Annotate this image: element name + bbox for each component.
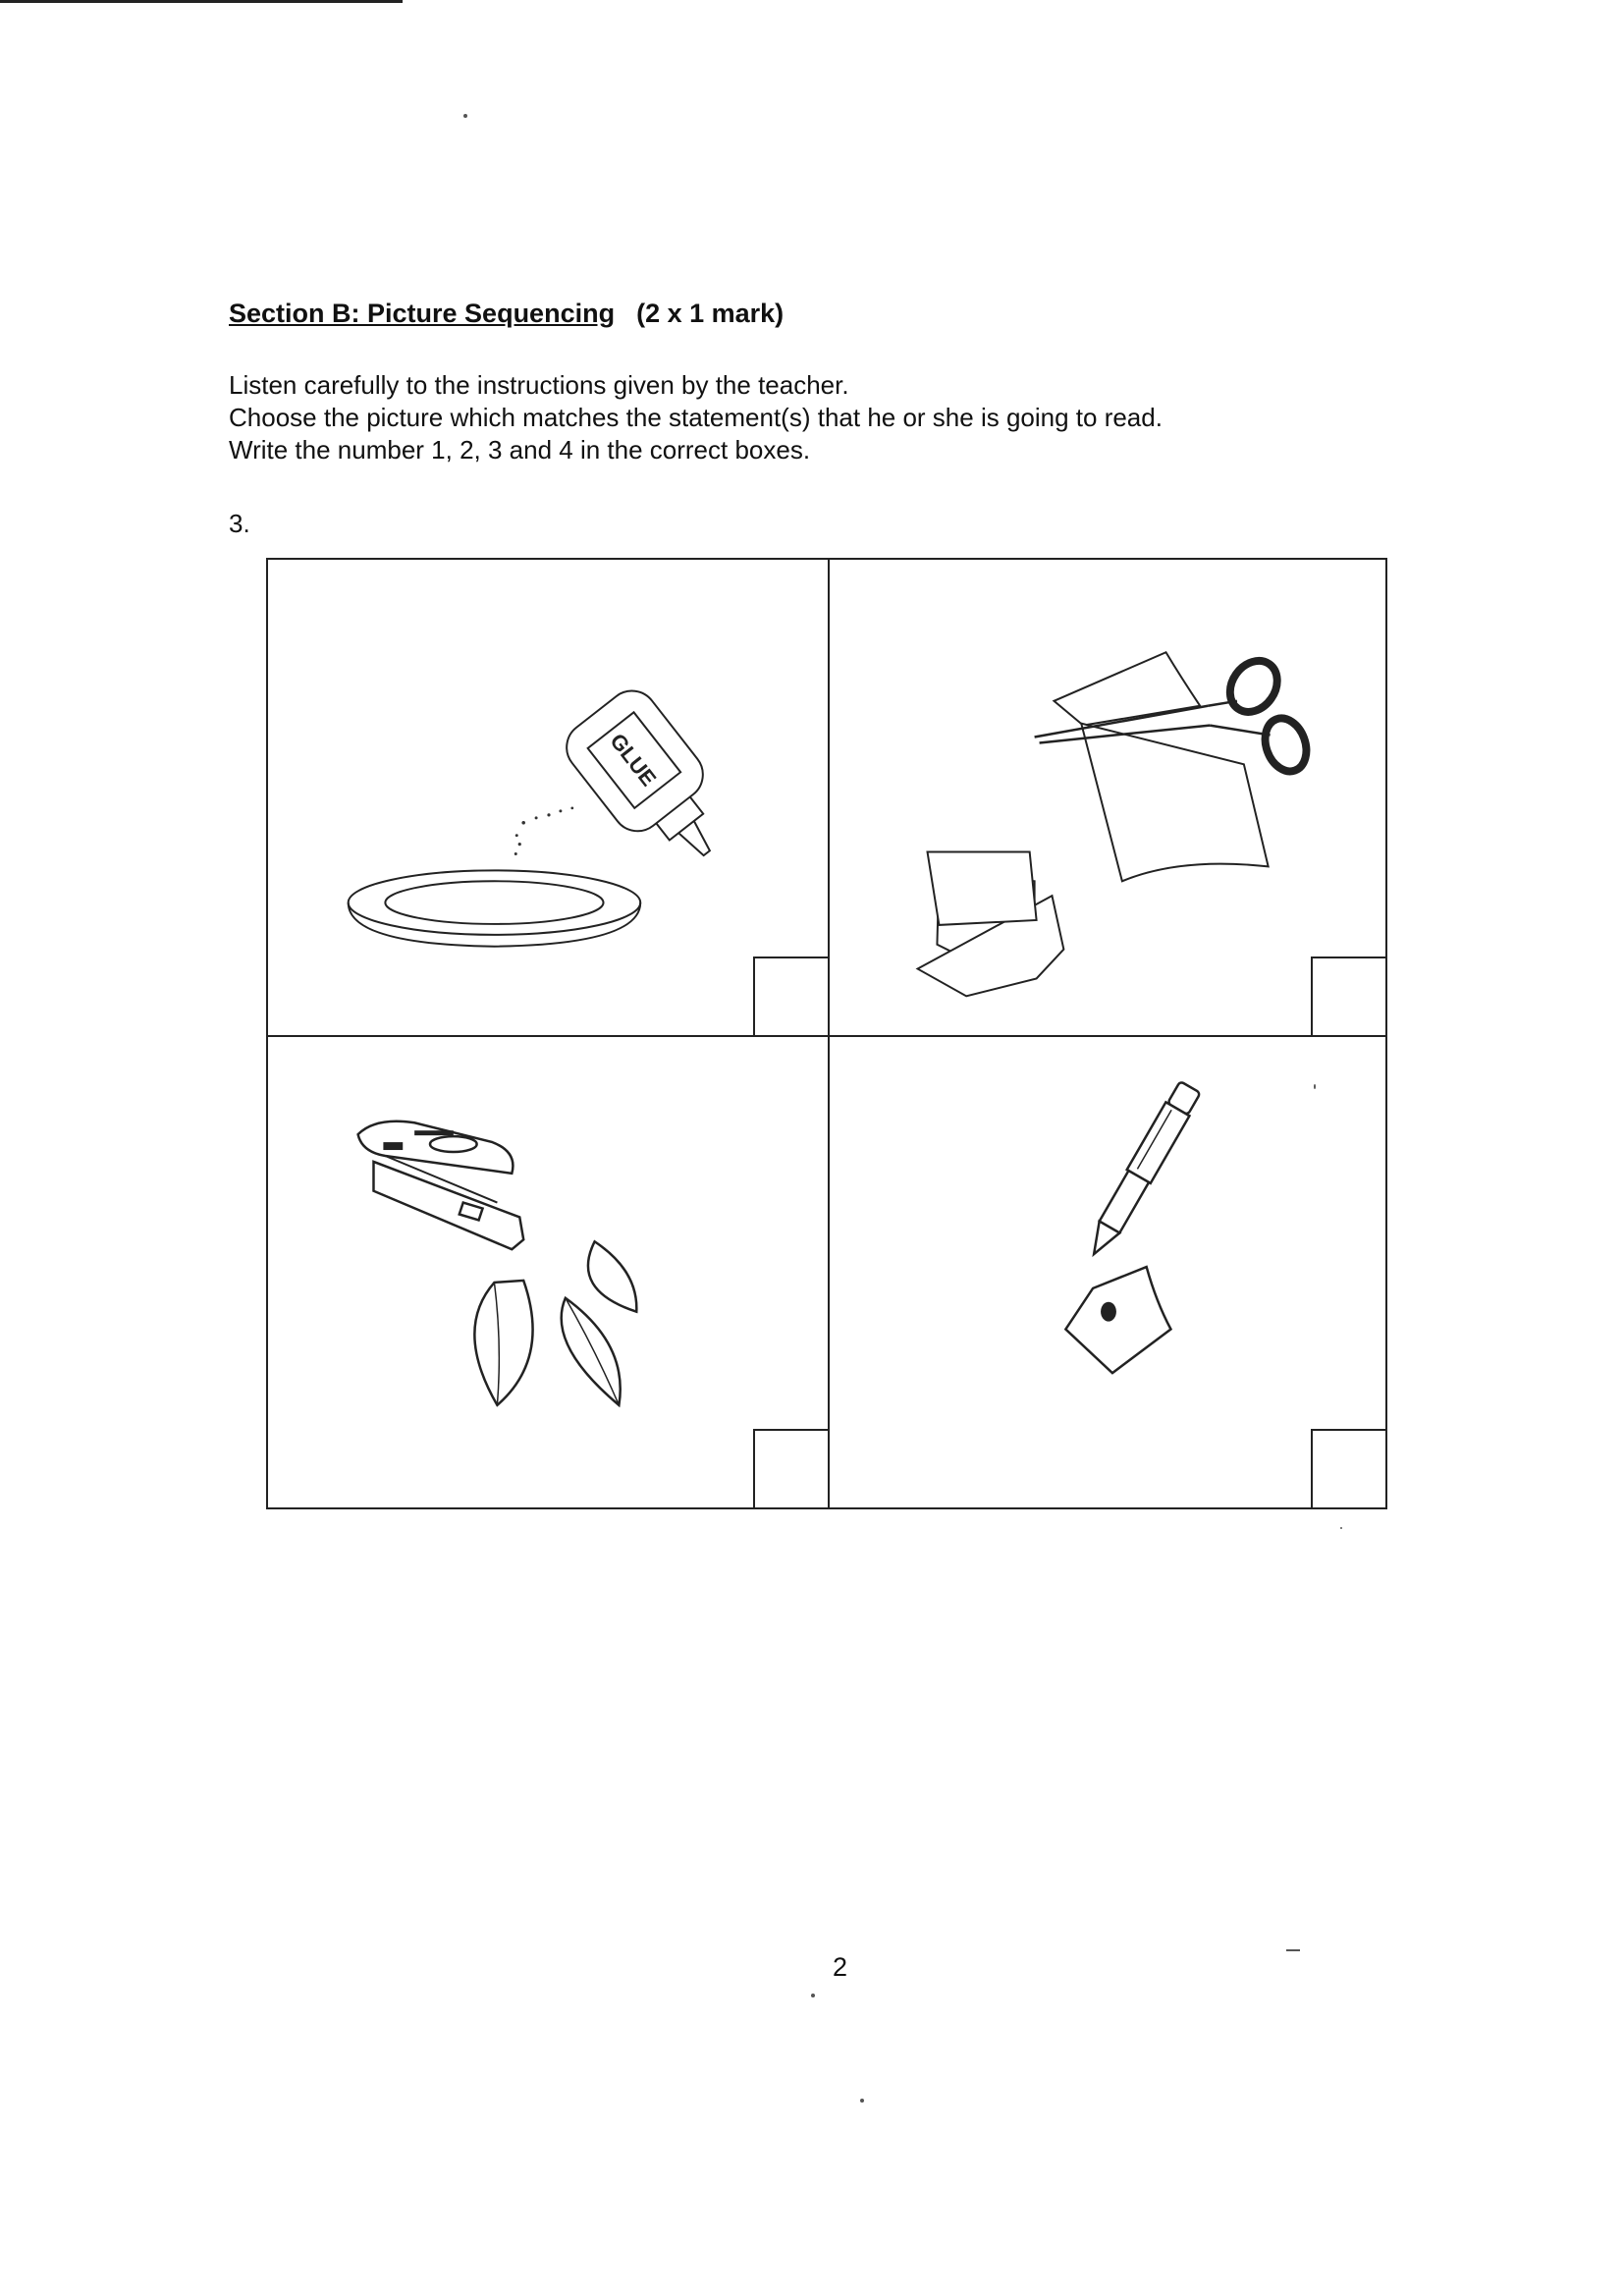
page-number: 2: [833, 1952, 848, 1982]
scan-speck: [463, 114, 467, 118]
section-title: Section B: Picture Sequencing: [229, 299, 616, 328]
picture-cell-scissors: [828, 558, 1387, 1037]
scan-speck: [860, 2099, 864, 2103]
section-heading: [229, 299, 784, 329]
picture-cell-glue: [266, 558, 830, 1037]
question-number: 3.: [229, 509, 250, 538]
answer-box[interactable]: [753, 1429, 828, 1507]
answer-box[interactable]: [1311, 1429, 1385, 1507]
stapler-and-leaves-icon: [268, 1037, 828, 1507]
scan-top-line: [0, 0, 403, 3]
answer-box[interactable]: [753, 957, 828, 1035]
scissors-cutting-paper-icon: [830, 560, 1385, 1035]
answer-box[interactable]: [1311, 957, 1385, 1035]
instruction-line: Choose the picture which matches the statement(s) that he or she is going to read.: [229, 403, 1163, 432]
scan-speck: [1314, 1084, 1316, 1089]
instruction-line: Write the number 1, 2, 3 and 4 in the correct boxes.: [229, 435, 811, 465]
picture-cell-stapler: [266, 1035, 830, 1509]
section-marks: (2 x 1 mark): [636, 299, 785, 328]
scan-speck: [1286, 1949, 1300, 1951]
glue-bottle-and-plate-icon: [268, 560, 828, 1035]
picture-cell-pen: [828, 1035, 1387, 1509]
scan-speck: [811, 1994, 815, 1997]
scan-speck: [1340, 1527, 1342, 1529]
instructions: [229, 369, 1163, 466]
instruction-line: Listen carefully to the instructions given by the teacher.: [229, 370, 849, 400]
pen-and-paper-icon: [830, 1037, 1385, 1507]
glue-label: GLUE: [605, 729, 662, 792]
picture-grid: [266, 558, 1387, 1509]
